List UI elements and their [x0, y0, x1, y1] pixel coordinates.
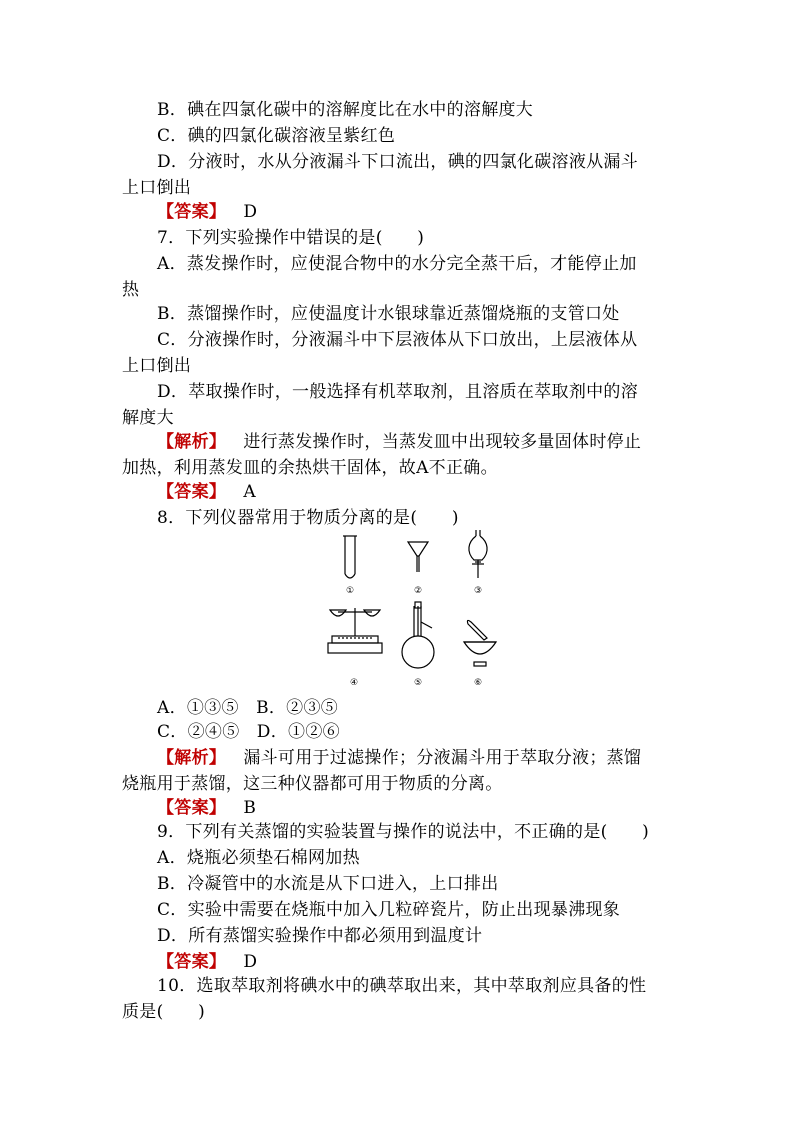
q7-option-c-line2: 上口倒出 — [122, 356, 192, 376]
test-tube-icon — [343, 536, 357, 578]
q7-answer — [157, 479, 717, 505]
q7-option-d-line2: 解度大 — [122, 408, 174, 428]
q7-option-b: B．蒸馏操作时，应使温度计水银球靠近蒸馏烧瓶的支管口处 — [157, 304, 620, 324]
q8-analysis-line1 — [157, 745, 717, 771]
q6-option-c: C．碘的四氯化碳溶液呈紫红色 — [157, 126, 396, 146]
q6-option-d-line2: 上口倒出 — [122, 178, 192, 198]
q9-option-d: D．所有蒸馏实验操作中都必须用到温度计 — [157, 926, 483, 946]
funnel-icon — [408, 542, 428, 572]
q8-options-cd: C．②④⑤ D．①②⑥ — [157, 722, 340, 742]
answer-tag: 【答案】 — [157, 482, 227, 502]
q9-option-b: B．冷凝管中的水流是从下口进入，上口排出 — [157, 874, 499, 894]
analysis-tag: 【解析】 — [157, 432, 227, 452]
figure-label-6: ⑥ — [474, 678, 483, 688]
q7-option-a-line1: A．蒸发操作时，应使混合物中的水分完全蒸干后，才能停止加 — [157, 254, 637, 274]
q9-option-c: C．实验中需要在烧瓶中加入几粒碎瓷片，防止出现暴沸现象 — [157, 900, 621, 920]
answer-value: D — [243, 952, 258, 972]
answer-value: A — [243, 482, 256, 502]
answer-tag: 【答案】 — [157, 798, 227, 818]
q6-option-b: B．碘在四氯化碳中的溶解度比在水中的溶解度大 — [157, 100, 534, 120]
figure-label-5: ⑤ — [414, 678, 423, 688]
figure-label-3: ③ — [474, 586, 483, 596]
q8-analysis-line2: 烧瓶用于蒸馏，这三种仪器都可用于物质的分离。 — [122, 774, 503, 794]
mortar-pestle-icon — [464, 620, 496, 666]
q8-stem: 8．下列仪器常用于物质分离的是( ) — [157, 508, 459, 528]
answer-value: B — [243, 798, 257, 818]
q10-stem-line2: 质是( ) — [122, 1002, 206, 1022]
figure-label-4: ④ — [350, 678, 359, 688]
q7-option-a-line2: 热 — [122, 280, 140, 300]
q7-option-d-line1: D．萃取操作时，一般选择有机萃取剂，且溶质在萃取剂中的溶 — [157, 382, 639, 402]
instruments-figure — [318, 528, 498, 693]
q7-analysis-line1 — [157, 429, 717, 455]
q6-answer — [157, 199, 717, 225]
distillation-flask-icon — [402, 602, 434, 668]
answer-tag: 【答案】 — [157, 202, 227, 222]
q9-stem: 9．下列有关蒸馏的实验装置与操作的说法中，不正确的是( ) — [157, 822, 650, 842]
q8-options-ab: A．①③⑤ B．②③⑤ — [157, 698, 339, 718]
q9-option-a: A．烧瓶必须垫石棉网加热 — [157, 848, 360, 868]
separatory-funnel-icon — [469, 530, 487, 578]
q7-stem: 7．下列实验操作中错误的是( ) — [157, 228, 425, 248]
analysis-text: 进行蒸发操作时，当蒸发皿中出现较多量固体时停止 — [243, 432, 642, 452]
answer-tag: 【答案】 — [157, 952, 227, 972]
answer-value: D — [243, 202, 258, 222]
q6-option-d-line1: D．分液时，水从分液漏斗下口流出，碘的四氯化碳溶液从漏斗 — [157, 152, 639, 172]
analysis-text: 漏斗可用于过滤操作；分液漏斗用于萃取分液；蒸馏 — [243, 748, 642, 768]
q10-stem-line1: 10．选取萃取剂将碘水中的碘萃取出来，其中萃取剂应具备的性 — [157, 976, 647, 996]
figure-label-2: ② — [414, 586, 423, 596]
analysis-tag: 【解析】 — [157, 748, 227, 768]
q8-answer — [157, 795, 717, 821]
q9-answer — [157, 949, 717, 975]
q7-option-c-line1: C．分液操作时，分液漏斗中下层液体从下口放出，上层液体从 — [157, 330, 638, 350]
figure-label-1: ① — [346, 586, 355, 596]
q7-analysis-line2: 加热，利用蒸发皿的余热烘干固体，故A不正确。 — [122, 458, 498, 478]
balance-icon — [328, 608, 382, 653]
instruments-figure-svg — [318, 528, 498, 693]
